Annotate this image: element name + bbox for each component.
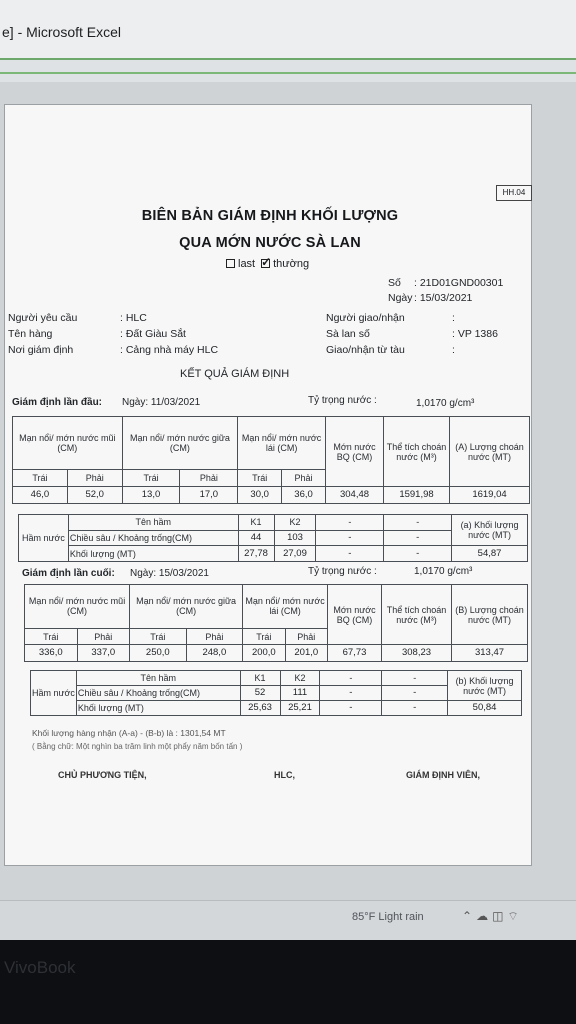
hold-empty: - (382, 671, 448, 686)
header-cell: Mớn nước BQ (CM) (326, 417, 384, 487)
hold-cell: 103 (274, 530, 316, 546)
last-heading: Giám định lần cuối: (22, 568, 115, 579)
window-title: e] - Microsoft Excel (2, 24, 122, 40)
side-cell: Phải (285, 628, 327, 645)
cloud-icon: ☁ (476, 909, 493, 923)
side-cell: Trái (130, 628, 187, 645)
hold-cell: - (382, 686, 448, 701)
field-label: Tên hàng (8, 328, 53, 340)
hold-cell: - (320, 686, 382, 701)
side-cell: Phải (77, 628, 130, 645)
value-cell: 200,0 (243, 645, 285, 662)
first-draft-table (12, 416, 530, 504)
result-heading: KẾT QUẢ GIÁM ĐỊNH (180, 368, 290, 380)
hold-name-header: Tên hầm (68, 515, 238, 531)
field-value: : (452, 344, 455, 356)
field-value: : (452, 312, 455, 324)
hold-name-header: Tên hầm (76, 671, 240, 686)
field-label: Sà lan số (326, 328, 370, 340)
field-label: Người yêu cầu (8, 312, 78, 324)
hold-cell: - (384, 530, 452, 546)
hold-empty: - (384, 515, 452, 531)
value-cell: 52,0 (67, 487, 122, 504)
hold-cell: 111 (280, 686, 320, 701)
hold-row-label: Chiều sâu / Khoảng trống(CM) (68, 530, 238, 546)
value-cell: 336,0 (25, 645, 78, 662)
hold-k2: K2 (274, 515, 316, 531)
first-heading: Giám định lần đầu: (12, 397, 103, 408)
hold-total: 54,87 (452, 546, 528, 562)
hold-cell: 52 (240, 686, 280, 701)
hold-k2: K2 (280, 671, 320, 686)
value-cell: 248,0 (186, 645, 243, 662)
side-cell: Phải (67, 470, 122, 487)
value-cell: 201,0 (285, 645, 327, 662)
field-value: : Đất Giàu Sắt (120, 328, 186, 340)
signature-inspector: GIÁM ĐỊNH VIÊN, (406, 770, 481, 780)
header-cell: Mớn nước BQ (CM) (328, 585, 382, 645)
hold-cell: 27,09 (274, 546, 316, 562)
header-cell: Mạn nổi/ mớn nước mũi (CM) (25, 585, 130, 629)
wifi-icon[interactable]: ⌔ (507, 909, 523, 923)
hold-row-label: Khối lượng (MT) (76, 701, 240, 716)
hold-cell: 25,63 (240, 701, 280, 716)
option-checks (226, 258, 309, 270)
side-cell: Phải (282, 470, 326, 487)
value-cell: 250,0 (130, 645, 187, 662)
side-cell: Trái (25, 628, 78, 645)
hold-cell: 44 (238, 530, 274, 546)
hold-total-header: (b) Khối lượng nước (MT) (448, 671, 522, 701)
hold-total: 50,84 (448, 701, 522, 716)
hold-row-label: Chiều sâu / Khoảng trống(CM) (76, 686, 240, 701)
first-date: Ngày: 11/03/2021 (122, 397, 201, 408)
first-density-value: 1,0170 g/cm³ (416, 398, 475, 409)
field-value: : VP 1386 (452, 328, 498, 340)
weather-widget[interactable]: 85°F Light rain (352, 911, 424, 923)
value-cell: 30,0 (238, 487, 282, 504)
ribbon-divider (0, 72, 576, 74)
value-cell: 17,0 (180, 487, 238, 504)
hold-label: Hầm nước (19, 515, 69, 562)
value-cell: 13,0 (122, 487, 180, 504)
last-date: Ngày: 15/03/2021 (130, 568, 209, 579)
header-cell: (A) Lượng choán nước (MT) (450, 417, 530, 487)
signature-owner: CHỦ PHƯƠNG TIỆN, (58, 770, 147, 780)
chevron-up-icon[interactable]: ⌃ (462, 909, 477, 923)
last-hold-table (30, 670, 522, 716)
first-hold-table (18, 514, 528, 562)
value-cell: 337,0 (77, 645, 130, 662)
hold-total-header: (a) Khối lượng nước (MT) (452, 515, 528, 546)
field-value: : Cảng nhà máy HLC (120, 344, 219, 356)
last-density-value: 1,0170 g/cm³ (414, 566, 473, 577)
field-value: : HLC (120, 312, 147, 324)
header-cell: Mạn nổi/ mớn nước lái (CM) (238, 417, 326, 470)
side-cell: Trái (122, 470, 180, 487)
signature-hlc: HLC, (274, 770, 295, 780)
header-cell: Mạn nổi/ mớn nước giữa (CM) (130, 585, 243, 629)
header-cell: Thể tích choán nước (M³) (384, 417, 450, 487)
so-value: : 21D01GND00301 (414, 277, 504, 289)
header-cell: Mạn nổi/ mớn nước giữa (CM) (122, 417, 238, 470)
side-cell: Phải (180, 470, 238, 487)
field-label: Giao/nhận từ tàu (326, 344, 405, 356)
last-draft-table (24, 584, 528, 662)
value-cell: 308,23 (382, 645, 452, 662)
form-code: HH.04 (496, 185, 532, 201)
value-cell: 304,48 (326, 487, 384, 504)
so-label: Số (388, 277, 401, 289)
laptop-brand-logo: VivoBook (4, 958, 76, 977)
hold-row-label: Khối lượng (MT) (68, 546, 238, 562)
side-cell: Trái (243, 628, 285, 645)
side-cell: Trái (238, 470, 282, 487)
system-tray[interactable] (462, 909, 523, 924)
hold-cell: - (320, 701, 382, 716)
hold-cell: - (316, 530, 384, 546)
last-density-label: Tỷ trọng nước : (308, 566, 377, 577)
document-subtitle: QUA MỚN NƯỚC SÀ LAN (179, 235, 361, 251)
excel-titlebar (0, 0, 576, 60)
side-cell: Phải (186, 628, 243, 645)
header-cell: Mạn nổi/ mớn nước mũi (CM) (13, 417, 123, 470)
hold-cell: - (382, 701, 448, 716)
header-cell: Mạn nổi/ mớn nước lái (CM) (243, 585, 328, 629)
option-thuong[interactable]: ✓ thường (261, 258, 309, 270)
hold-cell: - (384, 546, 452, 562)
ngay-label: Ngày (388, 292, 413, 304)
field-label: Người giao/nhận (326, 312, 405, 324)
hold-k1: K1 (238, 515, 274, 531)
windows-taskbar (0, 900, 576, 940)
hold-empty: - (316, 515, 384, 531)
speaker-icon[interactable]: ◫ (492, 909, 508, 923)
field-label: Nơi giám định (8, 344, 74, 356)
header-cell: (B) Lượng choán nước (MT) (452, 585, 528, 645)
hold-cell: 27,78 (238, 546, 274, 562)
option-last[interactable]: last (226, 258, 255, 270)
document-title: BIÊN BẢN GIÁM ĐỊNH KHỐI LƯỢNG (141, 208, 399, 224)
hold-k1: K1 (240, 671, 280, 686)
value-cell: 313,47 (452, 645, 528, 662)
header-cell: Thể tích choán nước (M³) (382, 585, 452, 645)
value-cell: 46,0 (13, 487, 68, 504)
hold-cell: - (316, 546, 384, 562)
checkbox-checked-icon (261, 259, 270, 268)
hold-empty: - (320, 671, 382, 686)
checkbox-icon (226, 259, 235, 268)
summary-line: Khối lượng hàng nhận (A-a) - (B-b) là : 1301,54 MT (32, 728, 226, 738)
value-cell: 67,73 (328, 645, 382, 662)
ngay-value: : 15/03/2021 (414, 292, 473, 304)
value-cell: 1619,04 (450, 487, 530, 504)
hold-label: Hầm nước (31, 671, 77, 716)
side-cell: Trái (13, 470, 68, 487)
summary-words: ( Bằng chữ: Một nghìn ba trăm linh một phẩy năm bốn tấn ) (32, 742, 243, 751)
value-cell: 1591,98 (384, 487, 450, 504)
first-density-label: Tỷ trọng nước : (308, 395, 377, 406)
value-cell: 36,0 (282, 487, 326, 504)
hold-cell: 25,21 (280, 701, 320, 716)
